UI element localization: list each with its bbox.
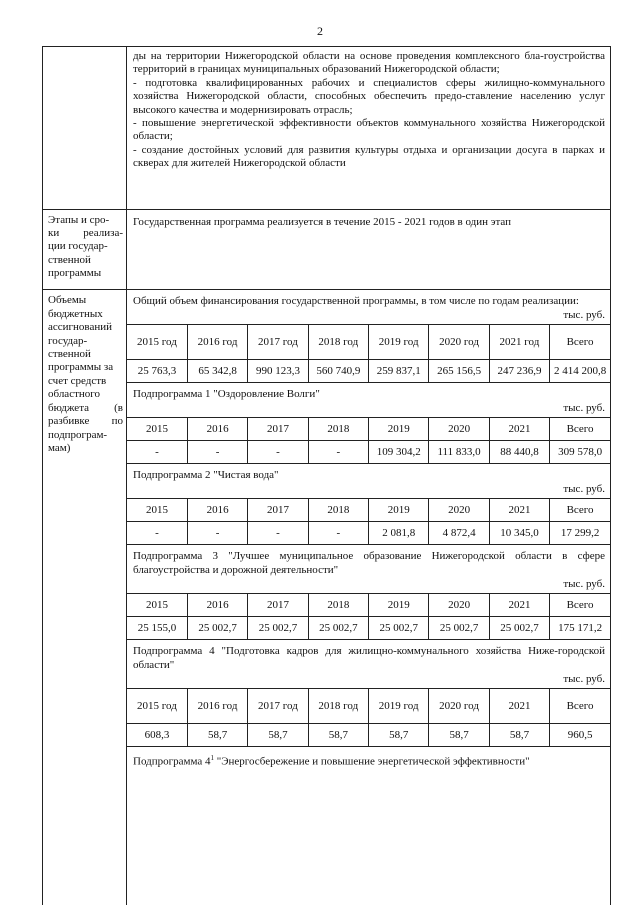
total-value-cell: 175 171,2 (550, 617, 610, 640)
subprogram-title: Подпрограмма 2 "Чистая вода" (127, 463, 610, 482)
financing-label-line: бюджета (в (48, 401, 123, 414)
page-number: 2 (317, 24, 323, 38)
year-header: 2019 (369, 499, 429, 522)
stages-label-line: Этапы и сро- (48, 213, 110, 226)
subprogram-header-row (127, 418, 610, 441)
subprogram-table (127, 688, 610, 746)
value-cell: 560 740,9 (308, 360, 368, 383)
stages-label-cell (43, 209, 127, 290)
year-header: 2018 год (308, 325, 368, 360)
year-header: 2020 (429, 499, 489, 522)
year-header: 2021 (489, 418, 549, 441)
total-header: Всего (550, 499, 610, 522)
goal-item: ды на территории Нижегородской области на основе проведения комплексного бла-гоустройства территорий в границах муниципальных образований Нижегородской области; (133, 50, 605, 76)
year-header: 2015 год (127, 325, 187, 360)
year-header: 2021 (489, 689, 549, 724)
year-header: 2018 (308, 418, 368, 441)
value-cell: - (248, 441, 308, 464)
subprogram-values-row (127, 724, 610, 747)
year-header: 2021 (489, 594, 549, 617)
goals-label-cell (43, 47, 127, 210)
year-header: 2018 год (308, 689, 368, 724)
stages-text-cell (127, 209, 611, 290)
total-value-cell: 2 414 200,8 (550, 360, 610, 383)
value-cell: 58,7 (308, 724, 368, 747)
year-header: 2017 год (248, 689, 308, 724)
year-header: 2017 (248, 499, 308, 522)
value-cell: - (248, 522, 308, 545)
value-cell: 58,7 (187, 724, 247, 747)
value-cell: 58,7 (429, 724, 489, 747)
value-cell: 4 872,4 (429, 522, 489, 545)
year-header: 2019 (369, 418, 429, 441)
financing-label-line: государ- (48, 334, 88, 347)
unit-label: тыс. руб. (563, 309, 605, 322)
value-cell: 25 002,7 (489, 617, 549, 640)
total-header: Всего (550, 594, 610, 617)
unit-label: тыс. руб. (563, 483, 605, 496)
subprogram-table (127, 498, 610, 544)
value-cell: - (308, 441, 368, 464)
subprogram-title-last (127, 746, 610, 769)
year-header: 2020 год (429, 325, 489, 360)
total-value-cell: 960,5 (550, 724, 610, 747)
year-header: 2020 (429, 418, 489, 441)
stages-row (43, 209, 611, 290)
year-header: 2019 год (369, 689, 429, 724)
year-header: 2016 год (187, 689, 247, 724)
financing-intro: Общий объем финансирования государственной программы, в том числе по годам реализации: (133, 295, 579, 308)
stages-label-line: ки реализа- (48, 226, 123, 239)
goal-item: - повышение энергетической эффективности объектов коммунального хозяйства Нижегородской области; (133, 117, 605, 143)
value-cell: - (127, 522, 187, 545)
stages-text: Государственная программа реализуется в течение 2015 - 2021 годов в один этап (133, 215, 512, 228)
value-cell: 247 236,9 (489, 360, 549, 383)
total-values-row (127, 360, 610, 383)
financing-label-line: бюджетных (48, 307, 103, 320)
financing-content-cell (127, 290, 611, 905)
value-cell: 58,7 (489, 724, 549, 747)
year-header: 2015 (127, 594, 187, 617)
financing-label-line: подпрограм- (48, 428, 108, 441)
value-cell: 259 837,1 (369, 360, 429, 383)
financing-row (43, 290, 611, 905)
value-cell: 25 002,7 (308, 617, 368, 640)
year-header: 2017 (248, 594, 308, 617)
value-cell: 10 345,0 (489, 522, 549, 545)
year-header: 2019 (369, 594, 429, 617)
value-cell: 990 123,3 (248, 360, 308, 383)
superscript-number: 1 (210, 754, 214, 763)
value-cell: 25 002,7 (187, 617, 247, 640)
total-header: Всего (550, 325, 610, 360)
year-header: 2016 (187, 594, 247, 617)
subprogram-values-row (127, 522, 610, 545)
year-header: 2016 год (187, 325, 247, 360)
subprogram-table (127, 417, 610, 463)
financing-label-line: областного (48, 388, 101, 401)
value-cell: 88 440,8 (489, 441, 549, 464)
value-cell: 58,7 (369, 724, 429, 747)
total-value-cell: 309 578,0 (550, 441, 610, 464)
stages-label-line: ции государ- (48, 240, 108, 253)
unit-label: тыс. руб. (563, 402, 605, 415)
subprogram-header-row (127, 499, 610, 522)
year-header: 2021 год (489, 325, 549, 360)
year-header: 2016 (187, 499, 247, 522)
stages-label-line: программы (48, 267, 102, 280)
value-cell: 58,7 (248, 724, 308, 747)
goals-text-cell (127, 47, 611, 210)
subprogram-title: Подпрограмма 3 "Лучшее муниципальное образование Нижегородской области в сфере благоустройства и дорожной деятельности" (127, 544, 610, 577)
value-cell: 608,3 (127, 724, 187, 747)
year-header: 2015 (127, 499, 187, 522)
subprogram-title: Подпрограмма 4 "Подготовка кадров для жилищно-коммунального хозяйства Ниже-городской области" (127, 639, 610, 672)
value-cell: - (187, 522, 247, 545)
unit-label: тыс. руб. (563, 578, 605, 591)
financing-label-line: ассигнований (48, 321, 113, 334)
financing-label-line: счет средств (48, 374, 107, 387)
year-header: 2020 (429, 594, 489, 617)
year-header: 2018 (308, 499, 368, 522)
total-header: Всего (550, 689, 610, 724)
value-cell: - (127, 441, 187, 464)
year-header: 2017 год (248, 325, 308, 360)
total-header-row (127, 325, 610, 360)
value-cell: - (187, 441, 247, 464)
goals-row (43, 47, 611, 210)
subprogram-table (127, 593, 610, 639)
year-header: 2020 год (429, 689, 489, 724)
year-header: 2021 (489, 499, 549, 522)
subprogram-header-row (127, 594, 610, 617)
unit-label: тыс. руб. (563, 673, 605, 686)
subprogram-values-row (127, 441, 610, 464)
passport-table (42, 46, 611, 905)
financing-label-line: разбивке по (48, 415, 123, 428)
financing-label-line: мам) (48, 441, 71, 454)
value-cell: - (308, 522, 368, 545)
year-header: 2018 (308, 594, 368, 617)
year-header: 2017 (248, 418, 308, 441)
total-header: Всего (550, 418, 610, 441)
year-header: 2016 (187, 418, 247, 441)
subprogram-values-row (127, 617, 610, 640)
financing-label-line: программы за (48, 361, 114, 374)
value-cell: 25 002,7 (369, 617, 429, 640)
financing-label-cell (43, 290, 127, 905)
value-cell: 25 763,3 (127, 360, 187, 383)
value-cell: 265 156,5 (429, 360, 489, 383)
total-value-cell: 17 299,2 (550, 522, 610, 545)
value-cell: 25 002,7 (429, 617, 489, 640)
subprogram-title: Подпрограмма 1 "Оздоровление Волги" (127, 382, 610, 401)
stages-label-line: ственной (48, 253, 91, 266)
subprogram-header-row (127, 689, 610, 724)
goal-item: - создание достойных условий для развития культуры отдыха и организации досуга в парках и скверах для жителей Нижегородской области (133, 143, 605, 170)
value-cell: 25 002,7 (248, 617, 308, 640)
year-header: 2015 (127, 418, 187, 441)
total-financing-table (127, 324, 610, 382)
value-cell: 109 304,2 (369, 441, 429, 464)
value-cell: 25 155,0 (127, 617, 187, 640)
value-cell: 2 081,8 (369, 522, 429, 545)
value-cell: 111 833,0 (429, 441, 489, 464)
subprogram-title-prefix: Подпрограмма 4 (133, 756, 211, 769)
financing-label-line: ственной (48, 348, 91, 361)
subprogram-title-rest: "Энергосбережение и повышение энергетической эффективности" (213, 756, 530, 769)
financing-label-line: Объемы (48, 294, 87, 307)
year-header: 2019 год (369, 325, 429, 360)
value-cell: 65 342,8 (187, 360, 247, 383)
goal-item: - подготовка квалифицированных рабочих и специалистов сферы жилищно-коммунального хозяйства Нижегородской области, способных обеспечить предо-ставление населению услуг высокого качества и модернизировать отрасль; (133, 76, 605, 116)
year-header: 2015 год (127, 689, 187, 724)
